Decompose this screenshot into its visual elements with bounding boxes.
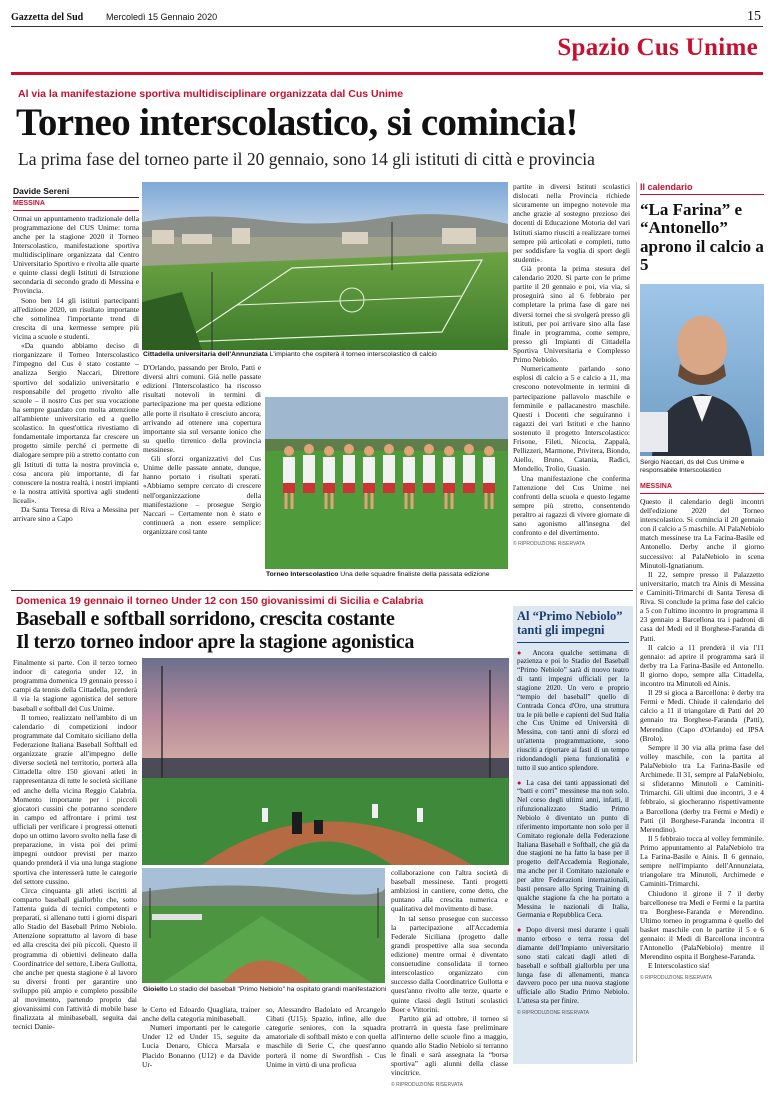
- naccari-caption: Sergio Naccari, ds del Cus Unime e responsabile Interscolastico: [640, 459, 745, 475]
- lead-column-2: [143, 363, 261, 578]
- second-paragraph: Il torneo, realizzato nell'ambito di un calendario di competizioni indoor programmate dal Comitato siciliano della Federazione Italiana Baseball Softball ed organizzate grazie all'impegno delle diverse società nel territorio, porterà alla Cittadella oltre 150 giovani atleti in rappresentanza di tutte le società siciliane ed anche della vicina Reggio Calabria. Momento importante per i piccoli giocatori cussini che potranno scendere in campo ed affrontare i primi test ufficiali per verificare i progressi ottenuti dopo un ottimo lavoro svolto nella fase di preparazione, in vista poi dei primi impegni outdoor previsti per marzo quando prenderà il via una lunga stagione sportiva che interesserà tutte le categorie del settore cussino.: [13, 712, 137, 886]
- second-column-4: [391, 868, 508, 1088]
- nebiolo-stadium-photo: [142, 868, 385, 983]
- second-kicker: Domenica 19 gennaio il torneo Under 12 con 150 giovanissimi di Sicilia e Calabria: [16, 595, 424, 607]
- second-headline-2: Il terzo torneo indoor apre la stagione agonistica: [16, 631, 415, 653]
- sidebar-paragraph: Il 5 febbraio tocca al volley femminile. Primo appuntamento al PalaNebiolo tra La Farina-Basile e Ainis. Il 6 gennaio, sempre nell'impianto dell'Annunziata, triangolare tra Minutoli, Archimede e Caminiti-Trimarchi.: [640, 833, 764, 889]
- lead-paragraph: Da Santa Teresa di Riva a Messina per arrivare sino a Capo: [13, 505, 139, 524]
- second-column-1: [13, 658, 137, 1068]
- lead-paragraph: Gli sforzi organizzativi del Cus Unime delle passate annate, dunque, hanno portato i risultati sperati. «Abbiamo sempre cercato di crescere nell'organizzazione della manifestazione – prosegue Sergio Naccari – Certamente non è stato e continuerà a non essere semplice: organizzare così tante: [143, 454, 261, 536]
- bullet-icon: ●: [517, 926, 526, 935]
- lead-headline: Torneo interscolastico, si comincia!: [16, 101, 578, 144]
- sidebar-paragraph: Il calcio a 11 prenderà il via l'11 gennaio: ad aprire il programma sarà il derby tra La Farina-Basile ed Antonello. Il giorno dopo, sempre alla Cittadella, incontro tra Minutoli ed Ainis.: [640, 642, 764, 689]
- lead-column-3: [513, 182, 630, 582]
- box-item-text: Ancora qualche settimana di pazienza e poi lo Stadio del Baseball “Primo Nebiolo” sarà di nuovo teatro di tanti impegni ufficiali per la stagione 2020. Un vero e proprio “tempio del baseball” quello di Contrada Conca d'Oro, una struttura tra le più belle e capienti del Sud Italia che Cus Unime ed Università di Messina, con tanti anni di sforzi ed un'attenta programmazione, sono riusciti a riportare ai fasti di un tempo ridondandogli piena funzionalità e tutto il suo antico splendore.: [517, 648, 629, 772]
- baseball-illustration: [142, 658, 509, 865]
- box-item: [517, 926, 629, 1006]
- sidebar-paragraph: Il 22, sempre presso il Palazzetto universitario, match tra Ainis di Messina e Caminiti-Trimarchi di Santa Teresa di Riva. Si conclude la prima fase del calcio a 5 con l'ultimo incontro in programma il 23 gennaio a Barcellona tra i padroni di casa del Medi ed il Borghese-Faranda di Patti.: [640, 569, 764, 643]
- sidebar-paragraph: Chiudono il girone il 7 il derby barcellonese tra Medi e Fermi e la partita tra Borghese-Faranda e Merendino. Ultimo torneo in programma è quello del basket maschile con le partite il 5 e 6 gennaio: il Medi di Barcellona incontra l'Antonello (PalaNebiolo) mentre il Merendino ospita il Borghese-Faranda.: [640, 888, 764, 962]
- section-title: Spazio Cus Unime: [557, 34, 758, 61]
- second-column-3: [266, 1005, 386, 1067]
- lead-paragraph: «Da quando abbiamo deciso di riorganizzare il Torneo Interscolastico l'impegno del Cus è stato costante – analizza Sergio Naccari, Direttore sportivo del sodalizio universitario e responsabile del progetto rivolto alle scuole – il nostro Cus per sua vocazione ha sempre guardato con molta attenzione all'ambiente universitario ed a quello scolastico. In quest'ottica rivestiamo di fondamentale importanza far crescere un progetto simile perché ci permette di dialogare sempre più a stretto contatto con gli Istituti di tutta la nostra provincia e, cosa ancora più importante, di far conoscere la nostra realtà, i nostri impianti e la nostra attività sportiva agli studenti liceali».: [13, 341, 139, 505]
- sidebar-headline: “La Farina” e “Antonello” aprono il calcio a 5: [640, 200, 764, 275]
- second-paragraph: Circa cinquanta gli atleti iscritti al comparto baseball giallorblu che, sotto l'attenta guida di tecnici competenti e preparati, si allenano tutti i giorni dispari allo Stadio del Baseball Primo Nebiolo. Attenzione soprattutto al lavoro di base ed alla crescita dei più piccoli. Questo il programma di obiettivi delineato dalla Coordinatrice del settore, Libera Gullotta, che anche per questa stagione è al lavoro su diversi fronti per garantire uno sviluppo più ampio e completo possibile al movimento, partendo proprio dai giovanissimi con l'attività di mobile base finalizzata al minibaseball, seguita dai tecnici Danie-: [13, 885, 137, 1032]
- naccari-photo: [640, 284, 764, 456]
- sidebar-body: [640, 483, 764, 980]
- lead-paragraph: Sono ben 14 gli istituti partecipanti all'edizione 2020, un risultato importante che sottolinea l'importante trend di crescita di una kermesse sempre più vicina a scuole e studenti.: [13, 295, 139, 342]
- baseball-stadium-photo: [142, 658, 509, 865]
- caption-text: L'impianto che ospiterà il torneo interscolastico di calcio: [269, 351, 437, 358]
- lead-paragraph: Ormai un appuntamento tradizionale della programmazione del CUS Unime: torna anche per la stagione 2020 il Torneo Interscolastico, manifestazione sportiva multidisciplinare organizzata dal Centro Universitario Sportivo e rivolta alle quarte e quinte classi degli Istituti di Istruzione secondaria di secondo grado di Messina e Provincia.: [13, 213, 139, 296]
- second-paragraph: Numeri importanti per le categorie Under 12 ed Under 15, seguite da Lucia Denaro, Chicca Marsala e Placido Bonanno (U12) e da Davide Ur-: [142, 1023, 260, 1069]
- box-item-text: La casa dei tanti appassionati del “batti e corri” messinese ma non solo. Nel corso degli ultimi anni, infatti, il rifunzionalizzato Stadio Primo Nebiolo è diventato un punto di riferimento importante non solo per il Comitato regionale della Federazione Italiana Baseball e Softball, che già da due stagioni ne ha fatto la base per il progetto dell'Accademia Regionale, ma anche per il Comitato nazionale e per altre Federazioni internazionali, basti pensare allo Spring Training di qualche stagione fa che ha portato a Messina le nazionali di Italia, Germania e Repubblica Ceca.: [517, 778, 629, 920]
- sidebar-paragraph: Questo il calendario degli incontri dell'edizione 2020 del Torneo interscolastico. Si comincia il 20 gennaio con il calcio a 5 maschile. Al PalaNebiolo match messinese tra La Farina-Basile ed Antonello. Derby anche il giorno successivo: al PalaNebiolo in scena Minutoli-Ignatianum.: [640, 496, 764, 570]
- box-item: [517, 779, 629, 921]
- page-number: 15: [747, 9, 761, 24]
- author-byline: Davide Sereni: [13, 186, 139, 198]
- second-paragraph: Partito già ad ottobre, il torneo si protrarrà in questa fase preliminare all'interno delle scuole fino a maggio, quando allo Stadio Nebiolo si terranno le finali e sarà assegnata la “borsa sportiva” agli alunni della classe vincitrice.: [391, 1013, 508, 1078]
- caption-bold: Cittadella universitaria dell'Annunziata: [143, 351, 268, 358]
- lead-paragraph: Numericamente parlando sono esplosi di calcio a 5 e calcio a 11, ma crescono notevolmente in termini di partecipazione pallavolo maschile e femminile e pallacanestro maschile. Questi i Docenti che seguiranno i ragazzi dei vari Istituti e che hanno sostenuto il progetto Interscolastico: Frisone, Fileti, Nicocia, Zappalà, Pellizzeri, Marmone, Privitera, Biondo, Aiello, Bruno, Catania, Radici, Mondello, Trolio, Guasio.: [513, 364, 630, 474]
- copyright-note: © RIPRODUZIONE RISERVATA: [513, 541, 585, 548]
- caption-bold: Gioiello: [143, 986, 168, 993]
- sidebar-paragraph: E Interscolastico sia!: [648, 961, 710, 971]
- caption-text: Lo stadio del baseball "Primo Nebiolo" ha ospitato grandi manifestazioni: [169, 986, 387, 993]
- sidebar-paragraph: Sempre il 30 via alla prima fase del volley maschile, con la partita al PalaNebiolo tra La Farina-Basile ed Archimede. Il 31, sempre al PalaNebiolo, si sfideranno Minutoli e Caminiti-Trimarchi. Gli ultimi due incontri, 3 e 4 febbraio, si giocheranno rispettivamente a Barcellona (derby tra Fermi e Medi) e Patti (il Borghese-Faranda incontra il Merendino).: [640, 742, 764, 834]
- lead-paragraph: Già pronta la prima stesura del calendario 2020. Si parte con le prime partite il 20 gennaio e poi, via via, si proseguirà sino al 6 febbraio per completare la prima fase di gare nei diversi tornei che si svolgerà presso gli istituti, per poi arrivare sino alla fase finale in programma, come sempre, presso gli Impianti di Cittadella Sportiva Universitaria e Complesso Primo Nebiolo.: [513, 263, 630, 365]
- location-tag: MESSINA: [640, 483, 764, 494]
- masthead: [11, 9, 763, 27]
- caption-text: Una delle squadre finaliste della passata edizione: [340, 571, 490, 578]
- box-item: [517, 649, 629, 773]
- box-body: [517, 649, 629, 1017]
- lead-paragraph: partite in diversi Istituti scolastici dislocati nella Provincia richiede sicuramente un impegno notevole ma anche grazie al sostegno prezioso dei docenti di Educazione Motoria del vari Istituti siamo riusciti a realizzare tornei sempre più articolati e completi, tutto per soddisfare la voglia di sport degli studenti».: [513, 182, 630, 264]
- nebiolo-photo-caption: [143, 986, 388, 994]
- lead-subhead: La prima fase del torneo parte il 20 gennaio, sono 14 gli istituti di città e provincia: [18, 149, 595, 169]
- bullet-icon: ●: [517, 778, 527, 787]
- second-column-2: [142, 1005, 260, 1067]
- box-item-text: Dopo diversi mesi durante i quali manto erboso e terra rossa del diamante dell'Impianto universitario sono stati calcati dagli atleti di baseball e softball giallorblu per una lunga fase di allenamenti, manca davvero poco per una nuova stagione ufficiale allo Stadio Primo Nebiolo. L'attesa sta per finire.: [517, 926, 629, 1006]
- lead-kicker: Al via la manifestazione sportiva multidisciplinare organizzata dal Cus Unime: [18, 88, 404, 100]
- bullet-icon: ●: [517, 648, 533, 657]
- box-headline: Al “Primo Nebiolo” tanti gli impegni: [517, 610, 629, 643]
- stadium-photo: [142, 182, 508, 350]
- lead-paragraph: Una manifestazione che conferma l'attenzione del Cus Unime nei confronti della scuola e questo legame sempre più stretto, consentendo peraltro ai ragazzi di vivere giornate di sano agonismo all'insegna del confronto e del divertimento.: [513, 473, 630, 538]
- team-photo: [265, 397, 508, 569]
- second-paragraph: so, Alessandro Badolato ed Arcangelo Cibati (U15). Spazio, infine, alle due categorie seniores, con la squadra amatoriale di softball misto e con quella maschile di Serie C, che quest'anno porterà il nome di Swordfish - Cus Unime in virtù di una proficua: [266, 1005, 386, 1069]
- lead-column-1: [13, 200, 139, 590]
- nebiolo-illustration: [142, 868, 385, 983]
- caption-bold: Torneo Interscolastico: [266, 571, 339, 578]
- second-paragraph: collaborazione con l'altra società di baseball messinese. Tanti progetti ambiziosi in cantiere, come detto, che puntano alla crescita numerica e qualitativa del movimento di base.: [391, 868, 508, 914]
- second-headline-1: Baseball e softball sorridono, crescita costante: [16, 608, 395, 630]
- second-paragraph: le Certo ed Edoardo Quagliata, trainer anche della categoria minibaseball.: [142, 1005, 260, 1024]
- sidebar-divider: [636, 182, 637, 1062]
- stadium-photo-caption: [143, 351, 509, 359]
- stadium-illustration: [142, 182, 508, 350]
- copyright-note: © RIPRODUZIONE RISERVATA: [391, 1081, 463, 1088]
- lead-paragraph: D'Orlando, passando per Brolo, Patti e diversi altri comuni. Già nelle passate edizioni l'Interscolastico ha riscosso risultati notevoli in termini di partecipazione ma per questa edizione alle porte il risultato è cresciuto ancora, arrivando ad ottenere una copertura importante sia sul versante ionico che su quello tirrenico della provincia messinese.: [143, 363, 261, 454]
- copyright-note: © RIPRODUZIONE RISERVATA: [640, 974, 712, 981]
- location-tag: MESSINA: [13, 200, 139, 211]
- section-rule: [11, 72, 763, 75]
- copyright-note: © RIPRODUZIONE RISERVATA: [517, 1010, 589, 1017]
- team-illustration: [265, 397, 508, 569]
- sidebar-label: Il calendario: [640, 182, 764, 195]
- issue-date: Mercoledì 15 Gennaio 2020: [106, 12, 218, 22]
- calendar-sidebar: [640, 182, 764, 1064]
- second-paragraph: In tal senso prosegue con successo la partecipazione all'Accademia Federale Siciliana (progetto dalle grandi prospettive alla sua seconda edizione) mentre ormai è diventato consuetudine consolidata il torneo interscolastico organizzato con successo dalla Coordinatrice Gullotta e quest'anno rivolto alle terze, quarte e quinte classi degli Istituti scolastici Boer e Vittorini.: [391, 913, 508, 1014]
- portrait-illustration: [640, 284, 764, 456]
- team-photo-caption: [266, 571, 509, 579]
- second-paragraph: Finalmente si parte. Con il terzo torneo indoor di categoria under 12, in programma domenica 19 gennaio presso i campi da tennis della Cittadella, prenderà il via la stagione agonistica del settore baseball e softball del Cus Unime.: [13, 658, 137, 713]
- paper-name: Gazzetta del Sud: [11, 12, 84, 23]
- sidebar-paragraph: Il 29 si gioca a Barcellona: è derby tra Fermi e Medi. Chiude il calendario del calcio a 11 il triangolare di Patti del 20 gennaio tra Borghese-Faranda (Patti), Merendino (Capo d'Orlando) ed IPSA (Brolo).: [640, 688, 764, 743]
- nebiolo-box: [513, 606, 633, 1064]
- second-article-rule: [11, 590, 633, 591]
